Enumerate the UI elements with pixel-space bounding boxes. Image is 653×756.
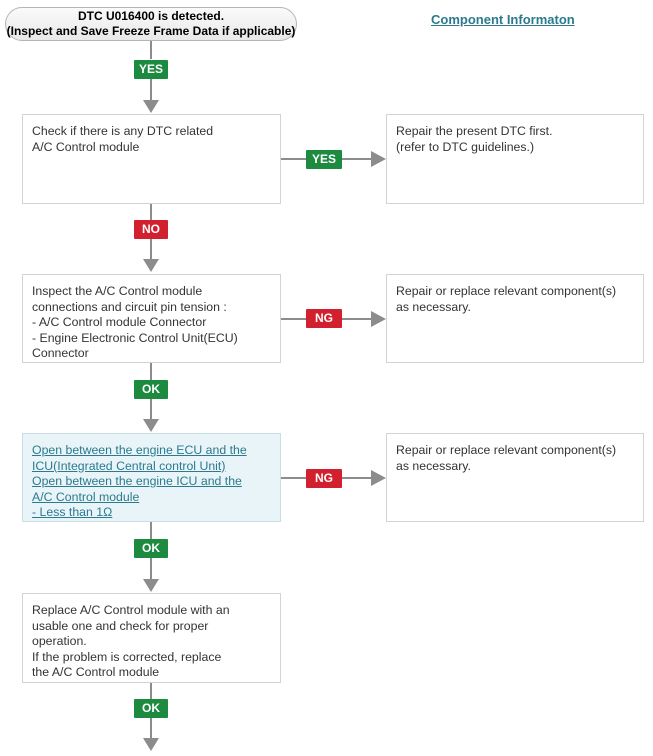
- connector-line: [150, 683, 152, 700]
- arrow-right-icon: [371, 151, 386, 167]
- connector-line: [150, 522, 152, 539]
- arrow-down-icon: [143, 259, 159, 272]
- connector-line: [150, 718, 152, 738]
- start-yes-badge: YES: [134, 60, 168, 79]
- step-link[interactable]: ICU(Integrated Central control Unit): [32, 458, 226, 473]
- step-link[interactable]: A/C Control module: [32, 489, 140, 504]
- step2-ng-badge: NG: [306, 309, 342, 328]
- action-text: Repair or replace relevant component(s): [396, 443, 617, 457]
- start-subtitle: (Inspect and Save Freeze Frame Data if applicable): [6, 24, 296, 38]
- arrow-down-icon: [143, 579, 159, 592]
- step-text: If the problem is corrected, replace: [32, 649, 222, 664]
- action-repair-component: [386, 274, 644, 363]
- step-text: Check if there is any DTC related: [32, 124, 214, 138]
- action-text: as necessary.: [396, 299, 471, 314]
- start-terminal: [5, 7, 297, 41]
- action-text: Repair or replace relevant component(s): [396, 284, 617, 298]
- action-repair-dtc: [386, 114, 644, 204]
- step-text: operation.: [32, 634, 87, 648]
- step-inspect-connections: [22, 274, 281, 363]
- step-replace-module: [22, 593, 281, 683]
- step-link[interactable]: Open between the engine ICU and the: [32, 474, 242, 488]
- step-link[interactable]: - Less than 1Ω: [32, 505, 113, 519]
- step-text: the A/C Control module: [32, 665, 160, 679]
- step-text: connections and circuit pin tension :: [32, 299, 227, 314]
- arrow-right-icon: [371, 311, 386, 327]
- connector-line: [150, 399, 152, 419]
- step-text: usable one and check for proper: [32, 618, 209, 633]
- step1-yes-badge: YES: [306, 150, 342, 169]
- step3-ok-badge: OK: [134, 539, 168, 558]
- connector-line: [150, 41, 152, 59]
- step1-no-badge: NO: [134, 220, 168, 239]
- arrow-down-icon: [143, 419, 159, 432]
- step-text: Inspect the A/C Control module: [32, 284, 203, 298]
- step-text: Replace A/C Control module with an: [32, 603, 230, 617]
- step-dtc-check: [22, 114, 281, 204]
- action-repair-component: [386, 433, 644, 522]
- step-text: - A/C Control module Connector: [32, 315, 207, 329]
- step-link[interactable]: Open between the engine ECU and the: [32, 443, 247, 457]
- arrow-down-icon: [143, 738, 159, 751]
- step4-ok-badge: OK: [134, 699, 168, 718]
- connector-line: [150, 558, 152, 579]
- step-text: A/C Control module: [32, 139, 140, 154]
- arrow-right-icon: [371, 470, 386, 486]
- connector-line: [150, 79, 152, 100]
- step-open-circuit-check: [22, 433, 281, 522]
- step-text: - Engine Electronic Control Unit(ECU): [32, 330, 238, 345]
- component-information-link[interactable]: Component Informaton: [431, 12, 575, 27]
- connector-line: [150, 204, 152, 220]
- action-text: as necessary.: [396, 458, 471, 473]
- connector-line: [150, 239, 152, 259]
- action-text: (refer to DTC guidelines.): [396, 139, 535, 154]
- step-text: Connector: [32, 346, 89, 360]
- start-title: DTC U016400 is detected.: [77, 9, 225, 23]
- step2-ok-badge: OK: [134, 380, 168, 399]
- arrow-down-icon: [143, 100, 159, 113]
- step3-ng-badge: NG: [306, 469, 342, 488]
- action-text: Repair the present DTC first.: [396, 124, 553, 138]
- connector-line: [150, 363, 152, 380]
